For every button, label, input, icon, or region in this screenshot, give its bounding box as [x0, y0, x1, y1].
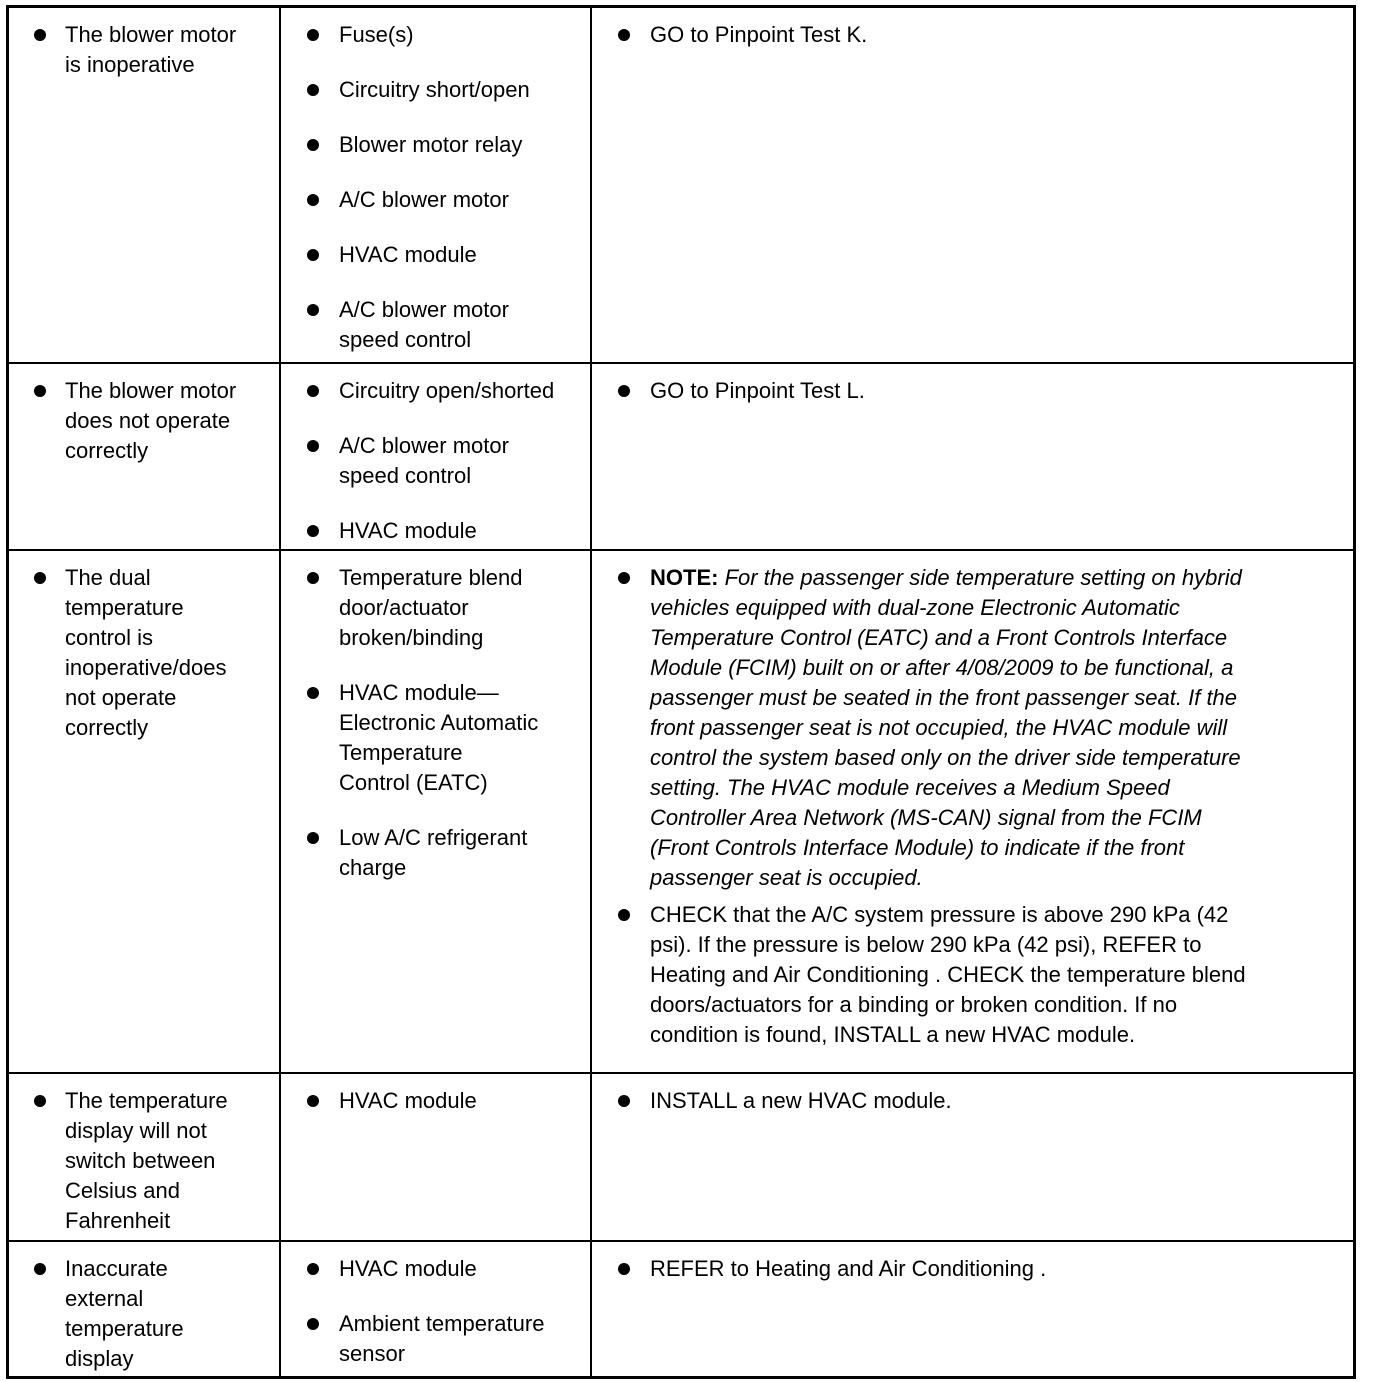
cause-item: Fuse(s)	[281, 20, 582, 50]
table-row	[9, 1072, 1353, 1240]
cause-item: A/C blower motor speed control	[281, 431, 582, 491]
table-row	[9, 362, 1353, 549]
causes-cell	[281, 8, 592, 362]
note-label: NOTE:	[650, 565, 719, 590]
symptom-text: The temperature display will not switch between Celsius and Fahrenheit	[9, 1086, 271, 1236]
symptom-text: The blower motor does not operate correctly	[9, 376, 271, 466]
table-row	[9, 549, 1353, 1072]
cause-item: A/C blower motor	[281, 185, 582, 215]
action-item: REFER to Heating and Air Conditioning .	[592, 1254, 1345, 1284]
cause-item: HVAC module— Electronic Automatic Temperature Control (EATC)	[281, 678, 582, 798]
action-item: GO to Pinpoint Test L.	[592, 376, 1345, 406]
cause-item: Low A/C refrigerant charge	[281, 823, 582, 883]
cause-item: Circuitry short/open	[281, 75, 582, 105]
action-cell	[592, 1074, 1353, 1240]
action-cell	[592, 1242, 1353, 1376]
symptom-cell	[9, 8, 281, 362]
causes-cell	[281, 1242, 592, 1376]
cause-item: Blower motor relay	[281, 130, 582, 160]
table-row	[9, 8, 1353, 362]
cause-item: HVAC module	[281, 1254, 582, 1284]
action-cell	[592, 8, 1353, 362]
symptom-cell	[9, 1074, 281, 1240]
symptom-text: Inaccurate external temperature display	[9, 1254, 271, 1374]
symptom-text: The dual temperature control is inoperative/does not operate correctly	[9, 563, 271, 743]
symptom-cell	[9, 364, 281, 549]
symptom-text: The blower motor is inoperative	[9, 20, 271, 80]
note-item	[592, 563, 1345, 893]
action-item: GO to Pinpoint Test K.	[592, 20, 1345, 50]
cause-item: Ambient temperature sensor	[281, 1309, 582, 1369]
symptom-cell	[9, 551, 281, 1072]
cause-item: HVAC module	[281, 240, 582, 270]
table-row	[9, 1240, 1353, 1376]
cause-item: Temperature blend door/actuator broken/binding	[281, 563, 582, 653]
note-text: For the passenger side temperature setting on hybrid vehicles equipped with dual-zone Electronic Automatic Temperature Control (EATC) and a Front Controls Interface Module (FCIM) built on or after 4/08/2009 to be functional, a passenger must be seated in the front passenger seat. If the front passenger seat is not occupied, the HVAC module will control the system based only on the driver side temperature setting. The HVAC module receives a Medium Speed Controller Area Network (MS-CAN) signal from the FCIM (Front Controls Interface Module) to indicate if the front passenger seat is occupied.	[650, 565, 1242, 890]
causes-cell	[281, 364, 592, 549]
action-cell	[592, 551, 1353, 1072]
diagnostic-table	[6, 5, 1356, 1379]
causes-cell	[281, 1074, 592, 1240]
cause-item: HVAC module	[281, 1086, 582, 1116]
cause-item: A/C blower motor speed control	[281, 295, 582, 355]
cause-item: HVAC module	[281, 516, 582, 546]
symptom-cell	[9, 1242, 281, 1376]
cause-item: Circuitry open/shorted	[281, 376, 582, 406]
action-cell	[592, 364, 1353, 549]
causes-cell	[281, 551, 592, 1072]
action-item: CHECK that the A/C system pressure is above 290 kPa (42 psi). If the pressure is below 290 kPa (42 psi), REFER to Heating and Air Conditioning . CHECK the temperature blend doors/actuators for a binding or broken condition. If no condition is found, INSTALL a new HVAC module.	[592, 900, 1345, 1050]
action-item: INSTALL a new HVAC module.	[592, 1086, 1345, 1116]
